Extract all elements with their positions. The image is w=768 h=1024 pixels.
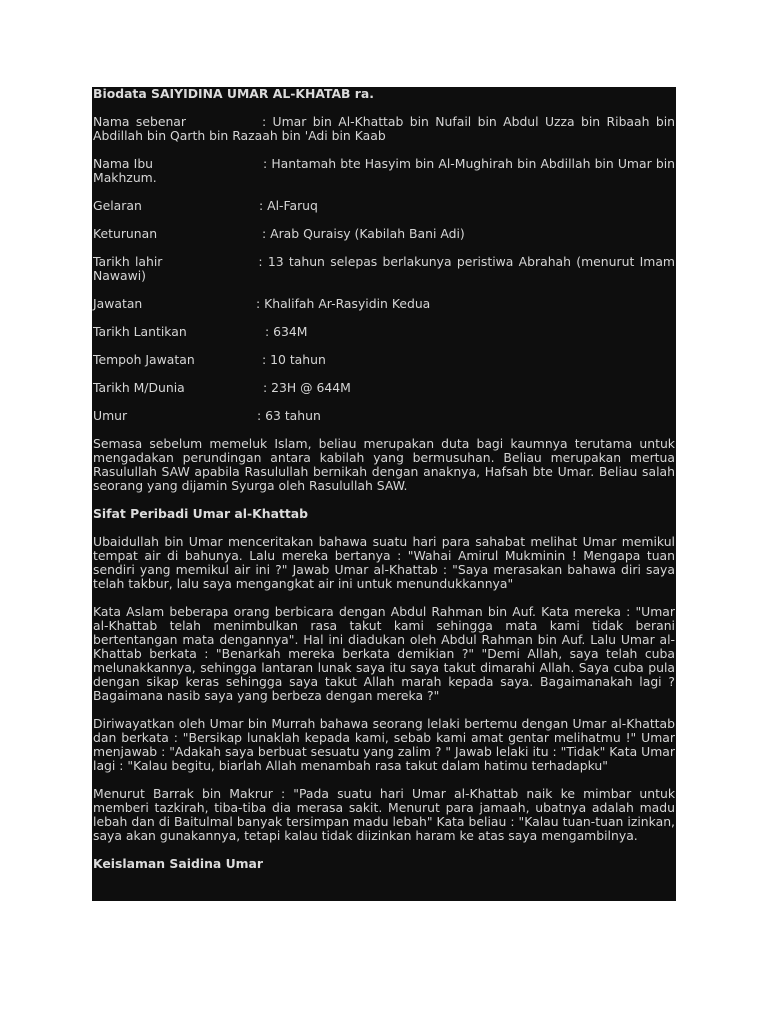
paragraph: Kata Aslam beberapa orang berbicara dengan Abdul Rahman bin Auf. Kata mereka : "Umar al-Khattab telah menimbulkan rasa takut kami sehingga mata kami tidak berani bertentangan mata dengannya". Hal ini diadukan oleh Abdul Rahman bin Auf. Lalu Umar al-Khattab berkata : "Benarkah mereka berkata demikian ?" "Demi Allah, saya telah cuba melunakkannya, sehingga lantaran lunak saya itu saya takut dimarahi Allah. Saya cuba pula dengan sikap keras sehingga saya takut Allah marah kepada saya. Bagaimanakah lagi ? Bagaimana nasib saya yang berbeza dengan mereka ?" — [93, 604, 675, 703]
field-label: Tempoh Jawatan — [93, 352, 195, 367]
field-value: : 10 tahun — [262, 352, 326, 367]
field-value: : 63 tahun — [257, 408, 321, 423]
field-label: Keturunan — [93, 226, 158, 241]
field-label: Tarikh lahir — [93, 254, 163, 269]
intro-paragraph: Semasa sebelum memeluk Islam, beliau merupakan duta bagi kaumnya terutama untuk mengadakan perundingan antara kabilah yang bermusuhan. Beliau merupakan mertua Rasulullah SAW apabila Rasulullah bernikah dengan anaknya, Hafsah bte Umar. Beliau salah seorang yang dijamin Syurga oleh Rasulullah SAW. — [93, 436, 675, 493]
field-tarikh-lahir — [93, 255, 675, 283]
field-value: : Umar bin Al-Khattab bin Nufail bin Abdul Uzza bin Ribaah bin Abdillah bin Qarth bin Razaah bin 'Adi bin Kaab — [93, 114, 675, 143]
field-value: : Arab Quraisy (Kabilah Bani Adi) — [262, 226, 465, 241]
field-label: Tarikh Lantikan — [93, 324, 187, 339]
document-title: Biodata SAIYIDINA UMAR AL-KHATAB ra. — [93, 87, 374, 101]
field-value: : Khalifah Ar-Rasyidin Kedua — [256, 296, 431, 311]
field-tempoh-jawatan — [93, 353, 675, 367]
field-umur — [93, 409, 675, 423]
field-label: Nama sebenar — [93, 114, 186, 129]
field-label: Umur — [93, 408, 128, 423]
field-value: : 13 tahun selepas berlakunya peristiwa Abrahah (menurut Imam Nawawi) — [93, 254, 675, 283]
field-value: : 23H @ 644M — [263, 380, 351, 395]
field-label: Jawatan — [93, 296, 143, 311]
field-jawatan — [93, 297, 675, 311]
field-value: : 634M — [265, 324, 308, 339]
paragraph: Diriwayatkan oleh Umar bin Murrah bahawa seorang lelaki bertemu dengan Umar al-Khattab dan berkata : "Bersikap lunaklah kepada kami, sebab kami amat gentar melihatmu !" Umar menjawab : "Adakah saya berbuat sesuatu yang zalim ? " Jawab lelaki itu : "Tidak" Kata Umar lagi : "Kalau begitu, biarlah Allah menambah rasa takut dalam hatimu terhadapku" — [93, 716, 675, 773]
field-nama-ibu — [93, 157, 675, 185]
field-nama-sebenar — [93, 115, 675, 143]
field-tarikh-lantikan — [93, 325, 675, 339]
field-label: Gelaran — [93, 198, 142, 213]
field-value: : Hantamah bte Hasyim bin Al-Mughirah bin Abdillah bin Umar bin Makhzum. — [93, 156, 675, 185]
field-label: Nama Ibu — [93, 156, 154, 171]
field-tarikh-meninggal — [93, 381, 675, 395]
field-gelaran — [93, 199, 675, 213]
paragraph: Ubaidullah bin Umar menceritakan bahawa suatu hari para sahabat melihat Umar memikul tempat air di bahunya. Lalu mereka bertanya : "Wahai Amirul Mukminin ! Mengapa tuan sendiri yang memikul air ini ?" Jawab Umar al-Khattab : "Saya merasakan bahawa diri saya telah takbur, lalu saya mengangkat air ini untuk menundukkannya" — [93, 534, 675, 591]
section-heading-keislaman: Keislaman Saidina Umar — [93, 856, 264, 871]
section-heading-sifat-peribadi: Sifat Peribadi Umar al-Khattab — [93, 506, 309, 521]
field-keturunan — [93, 227, 675, 241]
field-label: Tarikh M/Dunia — [93, 380, 185, 395]
field-value: : Al-Faruq — [259, 198, 318, 213]
paragraph: Menurut Barrak bin Makrur : "Pada suatu hari Umar al-Khattab naik ke mimbar untuk memberi tazkirah, tiba-tiba dia merasa sakit. Menurut para jamaah, ubatnya adalah madu lebah dan di Baitulmal banyak tersimpan madu lebah" Kata beliau : "Kalau tuan-tuan izinkan, saya akan gunakannya, tetapi kalau tidak diizinkan haram ke atas saya mengambilnya. — [93, 786, 675, 843]
document-page — [92, 87, 676, 901]
